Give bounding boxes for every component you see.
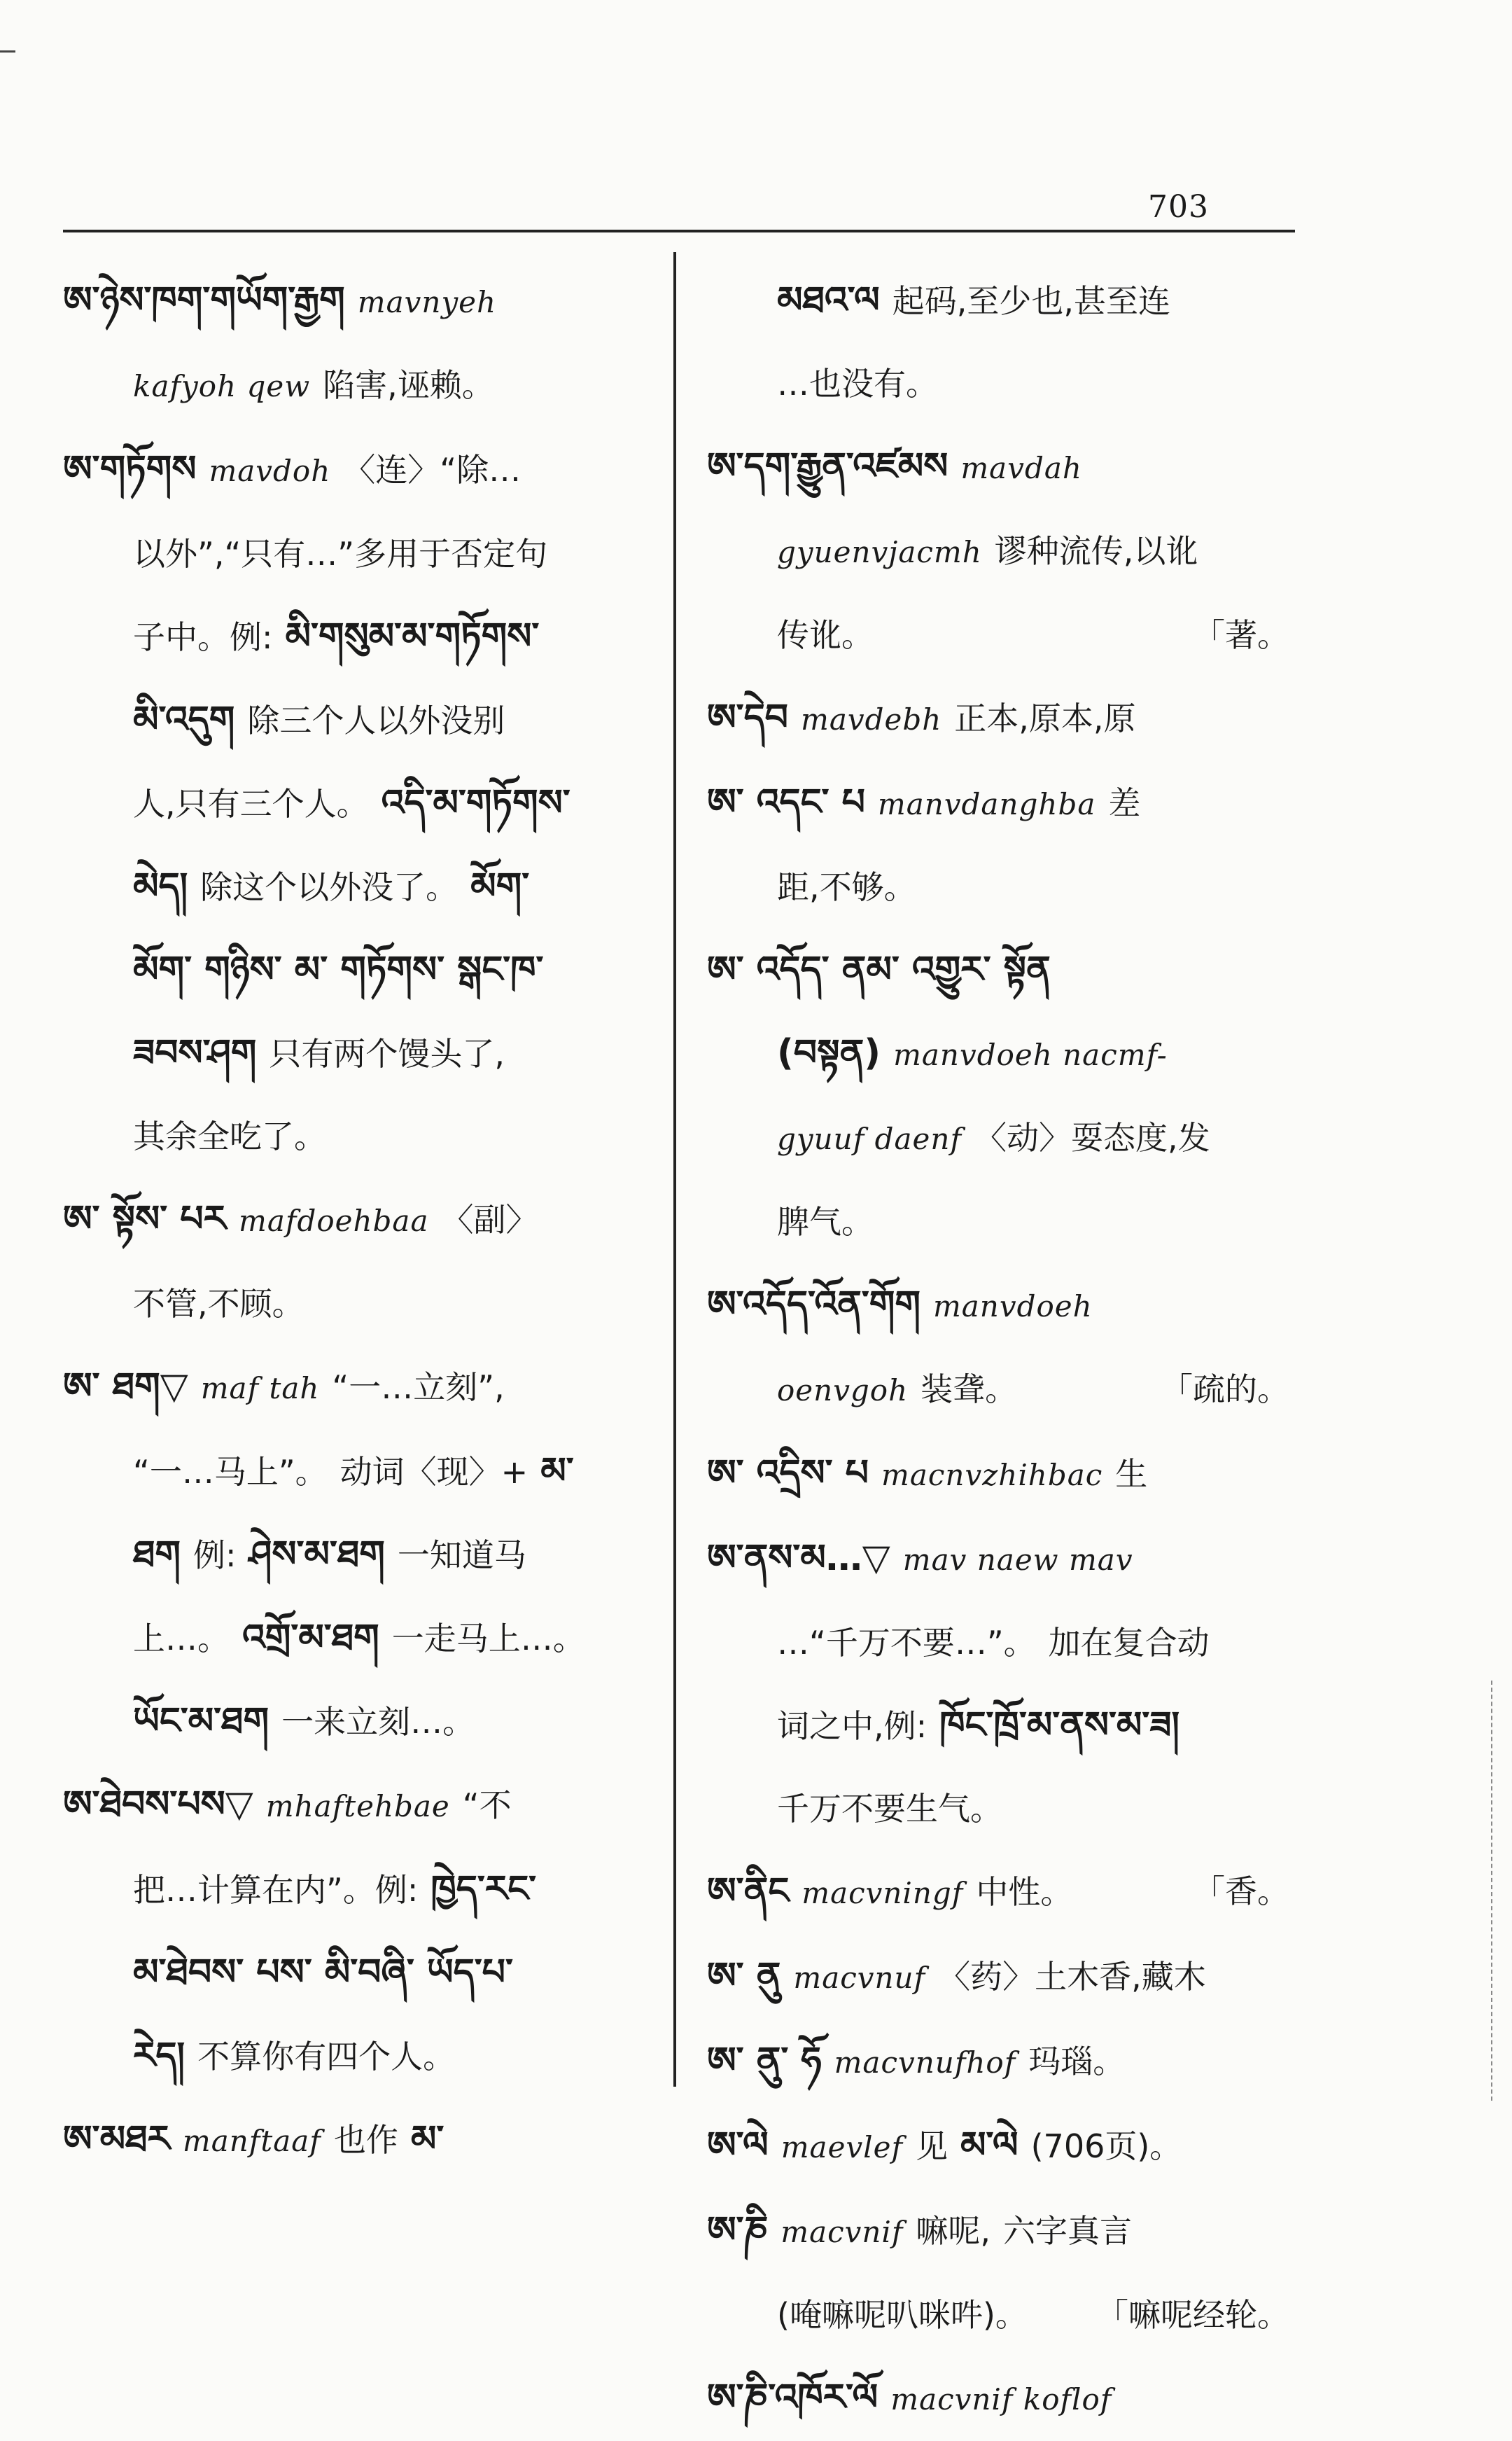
romanization: macvnif koflof (890, 2382, 1112, 2416)
dictionary-entry (63, 1178, 651, 1345)
dictionary-entry (707, 929, 1302, 1263)
tibetan-text: མ་ལེ (960, 2124, 1018, 2167)
entry-line (707, 846, 1302, 929)
scan-edge-mark (0, 50, 15, 53)
chinese-gloss: 词之中,例: (777, 1707, 927, 1745)
entry-line (63, 1597, 651, 1680)
entry-line (707, 510, 1302, 594)
chinese-gloss: 「著。 (1193, 616, 1289, 654)
chinese-gloss: 例: (193, 1536, 237, 1574)
chinese-gloss: 六字真言 (1003, 2212, 1133, 2250)
tibetan-text: ཡོང་མ་ཐག (133, 1700, 270, 1742)
entry-headline (707, 1517, 1302, 1601)
dictionary-entry (63, 1345, 651, 1763)
romanization: macvningf (802, 1876, 964, 1910)
chinese-gloss: 不管,不顾。 (133, 1285, 304, 1323)
entry-headline (707, 1263, 1302, 1348)
tibetan-text: མོག་ (470, 865, 530, 907)
entry-headline (63, 428, 651, 513)
romanization: kafyoh qew (133, 369, 311, 403)
chinese-gloss: “不 (462, 1786, 512, 1824)
chinese-gloss: 动词〈现〉+ (340, 1453, 528, 1491)
tibetan-text: ཨ་དག་རྒྱུན་འཛམས (707, 445, 948, 487)
page-number: 703 (1148, 189, 1209, 225)
dictionary-entry (707, 761, 1302, 929)
chinese-gloss: 子中。例: (133, 618, 273, 656)
chinese-gloss: “一…立刻”, (332, 1368, 505, 1406)
romanization: maf tah (200, 1371, 320, 1405)
chinese-gloss: …也没有。 (777, 365, 938, 403)
romanization: maevlef (780, 2130, 904, 2164)
chinese-gloss: 〈动〉耍态度,发 (974, 1119, 1210, 1157)
dictionary-entry (707, 259, 1302, 425)
tibetan-text: མོག་ གཉིས་ མ་ གཏོགས་ སྒང་ཁ་ (133, 949, 544, 991)
romanization: manvdoeh nacmf- (893, 1038, 1168, 1072)
romanization: macnvzhihbac (881, 1458, 1103, 1492)
chinese-gloss: 其余全吃了。 (133, 1118, 326, 1155)
romanization: mavdoh (209, 454, 331, 488)
chinese-gloss: 「疏的。 (1161, 1370, 1289, 1408)
chinese-gloss: 不算你有四个人。 (197, 2038, 456, 2075)
entry-line (707, 342, 1302, 425)
tibetan-text: ཁྱེད་རང་ (430, 1868, 537, 1910)
chinese-gloss: 陷害,诬赖。 (323, 366, 494, 404)
entry-headline (707, 676, 1302, 761)
romanization: mav naew mav (902, 1543, 1133, 1577)
entry-line (63, 513, 651, 595)
tibetan-text: མི་འདུག (133, 699, 235, 741)
tibetan-text: ཨ་ ནུ་ ཧོ (707, 2040, 822, 2082)
chinese-gloss: 把…计算在内”。例: (133, 1871, 419, 1909)
tibetan-text: ཨ་ནས་མ…▽ (707, 1537, 890, 1579)
dictionary-entry (63, 259, 651, 428)
chinese-gloss: 〈连〉“除… (343, 451, 522, 489)
chinese-gloss: …“千万不要…”。 (777, 1624, 1036, 1662)
entry-line (707, 1348, 1302, 1432)
entry-line (707, 1181, 1302, 1263)
entry-line (707, 1684, 1302, 1767)
entry-headline (63, 259, 651, 344)
dictionary-entry (63, 428, 651, 1178)
tibetan-text: མི་གསུམ་མ་གཏོགས་ (285, 616, 540, 658)
header-rule (63, 230, 1295, 232)
chinese-gloss: 传讹。 (777, 616, 874, 654)
dictionary-entry (707, 1517, 1302, 1850)
chinese-gloss: 一来立刻…。 (281, 1703, 475, 1741)
entry-line (63, 1012, 651, 1095)
tibetan-text: ཨ་ཉེས་ཁག་གཡོག་རྒྱག (63, 279, 345, 321)
romanization: mhaftehbae (265, 1789, 450, 1823)
tibetan-text: ཨ་ འདང་ པ (707, 781, 865, 823)
romanization: macvnufhof (834, 2045, 1016, 2080)
dictionary-entry (707, 1263, 1302, 1432)
entry-headline (707, 2189, 1302, 2274)
left-column (63, 259, 651, 2183)
entry-line (707, 1097, 1302, 1181)
chinese-gloss: (706页)。 (1030, 2127, 1182, 2165)
romanization: macvnuf (793, 1961, 926, 1995)
entry-line (707, 1012, 1302, 1097)
entry-line (63, 845, 651, 929)
entry-headline (707, 1935, 1302, 2019)
chinese-gloss: 一知道马 (397, 1536, 526, 1574)
tibetan-text: མ་ཐེབས་ པས་ མི་བཞི་ ཡོད་པ་ (133, 1952, 513, 1994)
chinese-gloss: 千万不要生气。 (777, 1790, 1002, 1828)
entry-line (63, 929, 651, 1012)
tibetan-text: ཨ་ ནུ (707, 1955, 781, 1997)
romanization: mavdebh (801, 702, 942, 737)
dictionary-entry (707, 676, 1302, 761)
dictionary-entry (707, 425, 1302, 676)
tibetan-text: རེད། (133, 2035, 186, 2077)
entry-headline (707, 1432, 1302, 1517)
entry-line (63, 344, 651, 428)
tibetan-text: (བསྟན) (777, 1032, 881, 1074)
entry-headline (707, 2019, 1302, 2104)
dictionary-entry (707, 2189, 1302, 2356)
dictionary-entry (63, 2098, 651, 2183)
tibetan-text: ཐག (133, 1534, 181, 1576)
dictionary-entry (707, 2104, 1302, 2189)
chinese-gloss: 玛瑙。 (1028, 2043, 1126, 2080)
chinese-gloss: 上…。 (133, 1620, 230, 1657)
tibetan-text: ཨ་ལེ (707, 2124, 769, 2167)
tibetan-text: ཨ་ འདོད་ ནམ་ འགྱུར་ སྟོན (707, 949, 1051, 991)
chinese-gloss: 除这个以外没了。 (200, 868, 458, 906)
entry-headline (707, 929, 1302, 1012)
tibetan-text: ཨ་ སྟོས་ པར (63, 1198, 227, 1240)
entry-headline (707, 259, 1302, 342)
chinese-gloss: “一…马上”。 (133, 1453, 328, 1491)
chinese-gloss: 见 (916, 2127, 948, 2165)
romanization: manvdanghba (877, 787, 1096, 821)
dictionary-entry (707, 2019, 1302, 2104)
entry-line (63, 1263, 651, 1345)
chinese-gloss: 距,不够。 (777, 868, 916, 906)
romanization: mavnyeh (357, 285, 497, 319)
chinese-gloss: 〈药〉土木香,藏木 (938, 1958, 1206, 1996)
romanization: manvdoeh (932, 1289, 1093, 1323)
entry-line (707, 2274, 1302, 2356)
entry-line (707, 1601, 1302, 1684)
chinese-gloss: 除三个人以外没别 (247, 702, 505, 739)
tibetan-text: མཐའ་ལ (777, 279, 880, 321)
right-column (707, 259, 1302, 2441)
chinese-gloss: 也作 (333, 2121, 398, 2159)
dictionary-entry (63, 1763, 651, 2098)
romanization: mavdah (960, 451, 1082, 485)
chinese-gloss: 差 (1108, 784, 1141, 822)
entry-headline (63, 1763, 651, 1848)
tibetan-text: ཨ་མཐར (63, 2118, 170, 2160)
entry-line (63, 1848, 651, 1931)
tibetan-text: ཨ་ཎི (707, 2209, 769, 2251)
chinese-gloss: 「香。 (1193, 1872, 1289, 1910)
entry-headline (707, 2356, 1302, 2441)
chinese-gloss: 人,只有三个人。 (133, 785, 369, 823)
tibetan-text: ཟབས་ཤག (133, 1032, 257, 1074)
tibetan-text: ཨ་ འདྲིས་ པ (707, 1452, 869, 1494)
entry-headline (707, 761, 1302, 846)
dictionary-entry (707, 1432, 1302, 1517)
entry-headline (63, 1178, 651, 1263)
romanization: mafdoehbaa (239, 1204, 429, 1238)
entry-headline (707, 425, 1302, 510)
romanization: manftaaf (182, 2124, 321, 2158)
entry-line (707, 594, 1302, 676)
chinese-gloss: 加在复合动 (1048, 1624, 1210, 1662)
romanization: oenvgoh (777, 1373, 909, 1407)
chinese-gloss: 正本,原本,原 (954, 700, 1136, 737)
tibetan-text: མེད། (133, 865, 188, 907)
chinese-gloss: 一走马上…。 (391, 1620, 585, 1657)
entry-line (63, 2015, 651, 2098)
entry-line (63, 762, 651, 845)
chinese-gloss: 脾气。 (777, 1203, 874, 1241)
tibetan-text: ཨ་ནིང (707, 1870, 790, 1912)
entry-line (707, 1767, 1302, 1850)
tibetan-text: ཨ་ཐེབས་པས▽ (63, 1783, 253, 1825)
entry-headline (707, 1850, 1302, 1935)
tibetan-text: མ་ (540, 1450, 574, 1492)
column-divider (673, 252, 676, 2087)
romanization: gyuenvjacmh (777, 535, 982, 569)
romanization: gyuuf daenf (777, 1122, 962, 1156)
tibetan-text: འདི་མ་གཏོགས་ (381, 782, 570, 824)
chinese-gloss: 嘛呢, (916, 2212, 991, 2250)
chinese-gloss: 中性。 (976, 1873, 1073, 1911)
tibetan-text: མ་ (410, 2118, 444, 2160)
entry-line (63, 1513, 651, 1597)
entry-headline (63, 2098, 651, 2183)
entry-line (63, 1931, 651, 2015)
tibetan-text: ཨ་ ཐག▽ (63, 1365, 188, 1407)
tibetan-text: ཨ་གཏོགས (63, 448, 197, 490)
chinese-gloss: 装聋。 (920, 1370, 1018, 1408)
chinese-gloss: 以外”,“只有…”多用于否定句 (133, 535, 548, 573)
chinese-gloss: 生 (1115, 1455, 1148, 1493)
chinese-gloss: 〈副〉 (441, 1201, 538, 1239)
entry-headline (707, 2104, 1302, 2189)
tibetan-text: ཨ་དེབ (707, 697, 789, 739)
entry-line (63, 1680, 651, 1763)
tibetan-text: ཁོང་ཁྲོ་མ་ནས་མ་ཟ། (939, 1704, 1180, 1746)
tibetan-text: ཤེས་མ་ཐག (248, 1534, 385, 1576)
scan-right-edge (1491, 1681, 1492, 2101)
entry-line (63, 595, 651, 679)
chinese-gloss: (唵嘛呢叭咪吽)。 (777, 2296, 1028, 2334)
entry-headline (63, 1345, 651, 1430)
entry-line (63, 1095, 651, 1178)
entry-line (63, 679, 651, 762)
dictionary-entry (707, 2356, 1302, 2441)
chinese-gloss: 起码,至少也,甚至连 (892, 282, 1170, 320)
tibetan-text: ཨ་འདོད་འོན་གོག (707, 1284, 920, 1326)
chinese-gloss: 「嘛呢经轮。 (1096, 2296, 1289, 2334)
chinese-gloss: 只有两个馒头了, (269, 1035, 505, 1073)
chinese-gloss: 谬种流传,以讹 (994, 532, 1198, 570)
tibetan-text: འགྲོ་མ་ཐག (242, 1617, 379, 1659)
dictionary-entry (707, 1935, 1302, 2019)
tibetan-text: ཨ་ཎི་འཁོར་ལོ (707, 2377, 878, 2419)
entry-line (63, 1430, 651, 1513)
romanization: macvnif (780, 2215, 904, 2249)
dictionary-entry (707, 1850, 1302, 1935)
